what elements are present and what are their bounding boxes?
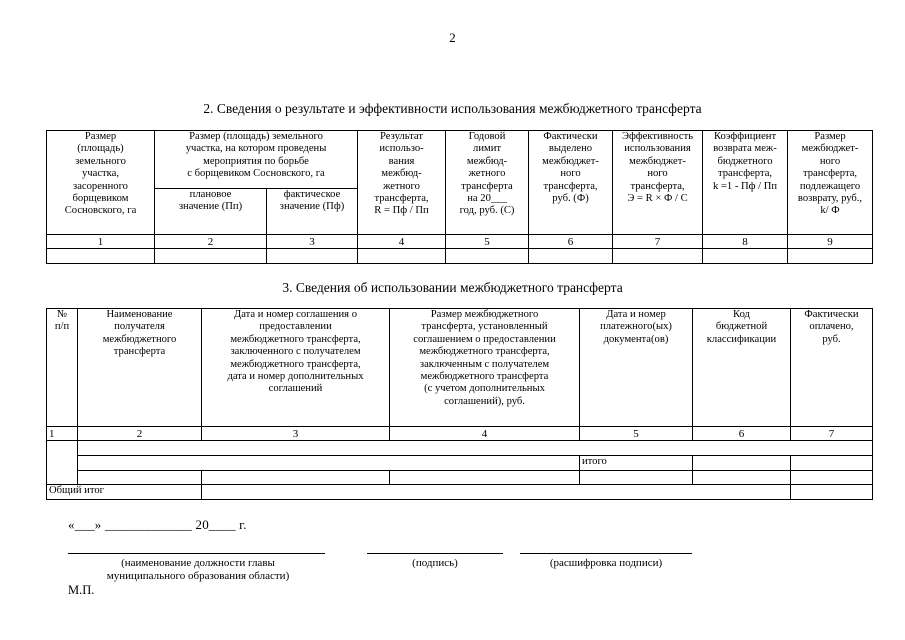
s2-header-result: Результат использо- вания межбюд- жетного трансферта, R = Пф / Пп — [358, 131, 446, 235]
s2-col-number: 3 — [267, 235, 358, 249]
date-line[interactable]: «___» _____________ 20____ г. — [68, 517, 247, 532]
s2-cell[interactable] — [446, 249, 529, 264]
s3-data-row — [47, 471, 873, 485]
s3-cell[interactable] — [390, 471, 580, 485]
s3-cell[interactable] — [791, 456, 873, 471]
s3-itogo-label: итого — [580, 456, 693, 471]
stamp-placeholder: М.П. — [68, 583, 95, 597]
s3-col-number: 7 — [791, 427, 873, 441]
s2-col-number: 4 — [358, 235, 446, 249]
s3-header-budget-code: Код бюджетной классификации — [693, 309, 791, 427]
signature-underline[interactable] — [367, 553, 503, 554]
s3-cell[interactable] — [791, 471, 873, 485]
decoding-caption: (расшифровка подписи) — [549, 557, 663, 569]
s2-header-actual-allocated: Фактически выделено межбюджет- ного трансферта, руб. (Ф) — [529, 131, 613, 235]
s3-data-row — [47, 441, 873, 456]
s2-cell[interactable] — [358, 249, 446, 264]
s3-header-agreement: Дата и номер соглашения о предоставлении межбюджетного трансферта, заключенного с получателем межбюджетного трансферта, дата и номер дополнительных соглашений — [202, 309, 390, 427]
s2-header-area-treated: Размер (площадь) земельного участка, на котором проведены мероприятия по борьбе с борщевиком Сосновского, га — [155, 131, 358, 189]
s3-cell[interactable] — [693, 471, 791, 485]
s3-total-label: Общий итог — [47, 485, 202, 500]
s2-col-number: 8 — [703, 235, 788, 249]
s2-col-number: 5 — [446, 235, 529, 249]
s2-header-return-amount: Размер межбюджет- ного трансферта, подлежащего возврату, руб., k/ Ф — [788, 131, 873, 235]
s3-header-paid: Фактически оплачено, руб. — [791, 309, 873, 427]
s2-header-efficiency: Эффективность использования межбюджет- ного трансферта, Э = R × Ф / С — [613, 131, 703, 235]
s3-cell[interactable] — [47, 441, 78, 485]
s2-col-number: 7 — [613, 235, 703, 249]
s2-cell[interactable] — [529, 249, 613, 264]
s3-itogo-row — [47, 456, 873, 471]
s3-cell[interactable] — [78, 441, 873, 456]
s2-cell[interactable] — [788, 249, 873, 264]
s2-header-actual: фактическое значение (Пф) — [267, 189, 358, 235]
s2-col-number: 1 — [47, 235, 155, 249]
s3-cell[interactable] — [693, 456, 791, 471]
s3-header-payment-docs: Дата и номер платежного(ых) документа(ов) — [580, 309, 693, 427]
s2-col-number: 9 — [788, 235, 873, 249]
section2-table — [46, 130, 873, 264]
s2-cell[interactable] — [47, 249, 155, 264]
section3-title: 3. Сведения об использовании межбюджетного трансферта — [282, 280, 623, 295]
s3-col-number: 2 — [78, 427, 202, 441]
s3-cell[interactable] — [580, 471, 693, 485]
s2-cell[interactable] — [267, 249, 358, 264]
s2-header-area-total: Размер (площадь) земельного участка, засоренного борщевиком Сосновского, га — [47, 131, 155, 235]
s3-col-number: 3 — [202, 427, 390, 441]
s3-header-recipient: Наименование получателя межбюджетного трансферта — [78, 309, 202, 427]
s2-cell[interactable] — [613, 249, 703, 264]
signature-caption: (подпись) — [412, 557, 458, 569]
section2-title: 2. Сведения о результате и эффективности использования межбюджетного трансферта — [203, 101, 702, 116]
s2-col-number: 2 — [155, 235, 267, 249]
s2-header-return-coefficient: Коэффициент возврата меж- бюджетного трансферта, k =1 - Пф / Пп — [703, 131, 788, 235]
decoding-underline[interactable] — [520, 553, 692, 554]
s3-col-number: 6 — [693, 427, 791, 441]
section3-table — [46, 308, 873, 500]
s3-col-number: 4 — [390, 427, 580, 441]
s3-cell[interactable] — [202, 471, 390, 485]
s3-header-amount: Размер межбюджетного трансферта, установленный соглашением о предоставлении межбюджетного трансферта, заключенным с получателем межбюджетного трансферта (с учетом дополнительных соглашений), руб. — [390, 309, 580, 427]
s3-header-number: № п/п — [47, 309, 78, 427]
position-underline[interactable] — [68, 553, 325, 554]
s2-header-planned: плановое значение (Пп) — [155, 189, 267, 235]
s3-total-row — [47, 485, 873, 500]
s2-data-row — [47, 249, 873, 264]
s3-col-number: 5 — [580, 427, 693, 441]
s2-header-annual-limit: Годовой лимит межбюд- жетного трансферта на 20___ год, руб. (С) — [446, 131, 529, 235]
s3-cell[interactable] — [78, 456, 580, 471]
s3-cell[interactable] — [791, 485, 873, 500]
position-caption: (наименование должности главы муниципального образования области) — [106, 557, 290, 582]
s2-col-number: 6 — [529, 235, 613, 249]
s2-cell[interactable] — [703, 249, 788, 264]
page-number: 2 — [449, 30, 456, 45]
s3-cell[interactable] — [78, 471, 202, 485]
s3-col-number: 1 — [47, 427, 78, 441]
s3-cell[interactable] — [202, 485, 791, 500]
s2-cell[interactable] — [155, 249, 267, 264]
